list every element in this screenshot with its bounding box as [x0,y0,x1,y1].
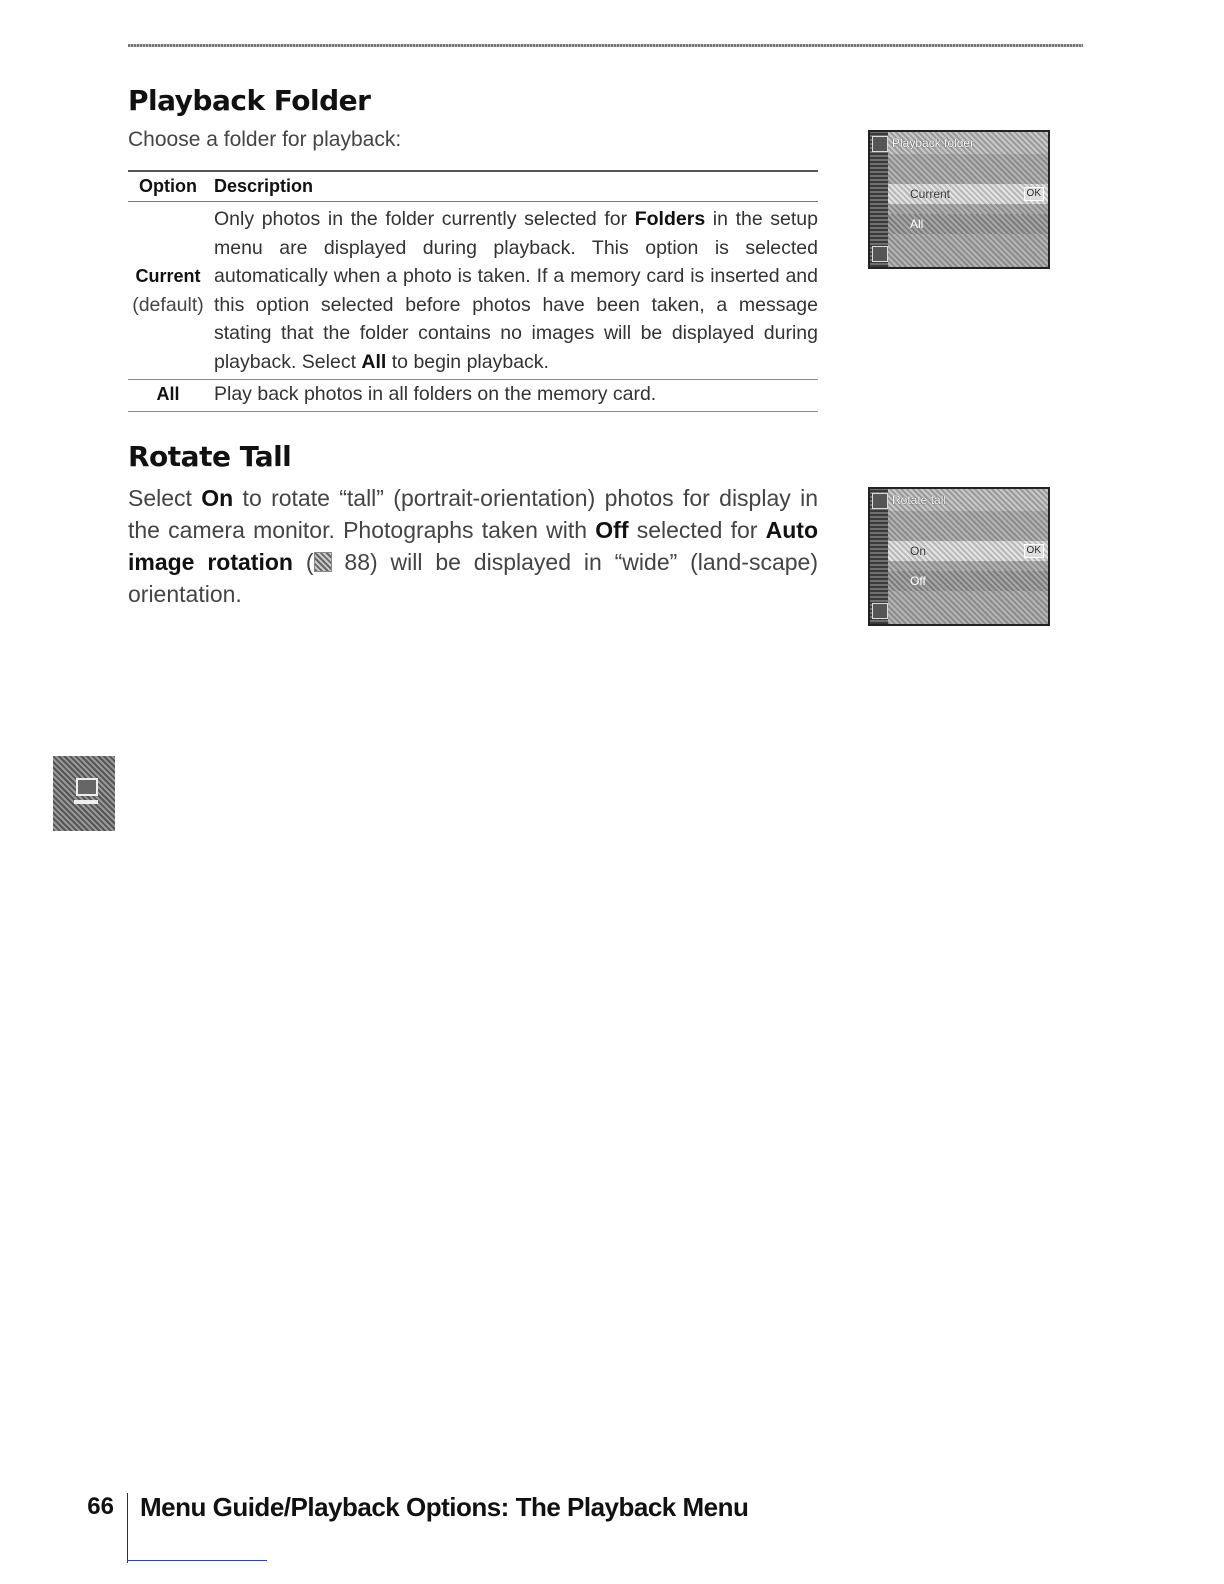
screen-header: Playback folder [888,132,1048,154]
menu-item-label: On [910,544,927,558]
description-column-header: Description [208,171,818,202]
menu-item-off [888,571,1048,591]
desc-all-term: All [361,350,387,373]
playback-tab-icon [872,493,888,509]
menu-item-label: All [910,217,924,231]
description-cell: Play back photos in all folders on the memory card. [208,380,818,412]
auto-image-rotation-term: Auto image rotation [128,517,819,575]
top-divider [128,44,1083,47]
option-column-header: Option [128,171,208,202]
menu-item-label: Off [910,574,926,588]
menu-item-all [888,214,1048,234]
desc-text: Only photos in the folder currently selected for [214,208,635,230]
table-row [128,380,818,412]
footer-title: Menu Guide/Playback Options: The Playback Menu [140,1492,749,1522]
footer-horizontal-rule [127,1560,267,1561]
playback-menu-thumb-tab [53,756,115,831]
table-header-row [128,171,818,202]
desc-text: in the setup menu are displayed during playback. This option is selected automatically when a photo is taken. If a memory card is inserted and this option selected before photos have been taken, a message stating that the folder contains no images will be displayed during playback. Select [214,208,818,373]
option-cell [128,202,208,380]
desc-text: to begin playback. [386,350,549,373]
screen-body [888,511,1048,624]
rotate-tall-title: Rotate Tall [128,440,292,473]
playback-folder-screen [868,130,1050,269]
description-cell [208,202,818,380]
page-number: 66 [87,1493,114,1520]
screen-side-tabs [870,489,888,624]
rotate-tall-screen [868,487,1050,626]
rotate-tall-text [128,482,818,610]
screen-side-tabs [870,132,888,267]
off-term: Off [595,517,629,543]
table-row [128,202,818,380]
page-reference-icon [314,552,332,572]
on-term: On [201,485,234,511]
body-text-span: to rotate “tall” (portrait-orientation) photos for display in the camera monitor. Photographs taken with [128,485,818,543]
playback-folder-intro: Choose a folder for playback: [128,128,402,151]
playback-folder-title: Playback Folder [128,84,371,117]
menu-bar-icon [74,800,98,804]
footer-vertical-rule [127,1493,128,1563]
menu-item-on [888,541,1048,561]
option-all-label: All [156,384,180,404]
help-icon [872,603,888,619]
body-text-span: 88) will be displayed in “wide” (land-scape) orientation. [128,549,818,607]
menu-item-label: Current [910,187,951,201]
body-text-span: selected for [628,517,766,543]
body-text-span: ( [292,549,314,575]
screen-body [888,154,1048,267]
help-icon [872,246,888,262]
playback-tab-icon [872,136,888,152]
playback-icon [76,778,98,796]
screen-header: Rotate tall [888,489,1048,511]
option-cell [128,380,208,412]
desc-folders-term: Folders [634,208,706,230]
option-default-note: (default) [132,293,204,316]
ok-icon: OK [1024,544,1044,558]
option-current-label: Current [135,266,201,286]
ok-icon: OK [1024,187,1044,201]
menu-item-current [888,184,1048,204]
options-table [128,170,818,412]
body-text-span: Select [128,485,202,511]
